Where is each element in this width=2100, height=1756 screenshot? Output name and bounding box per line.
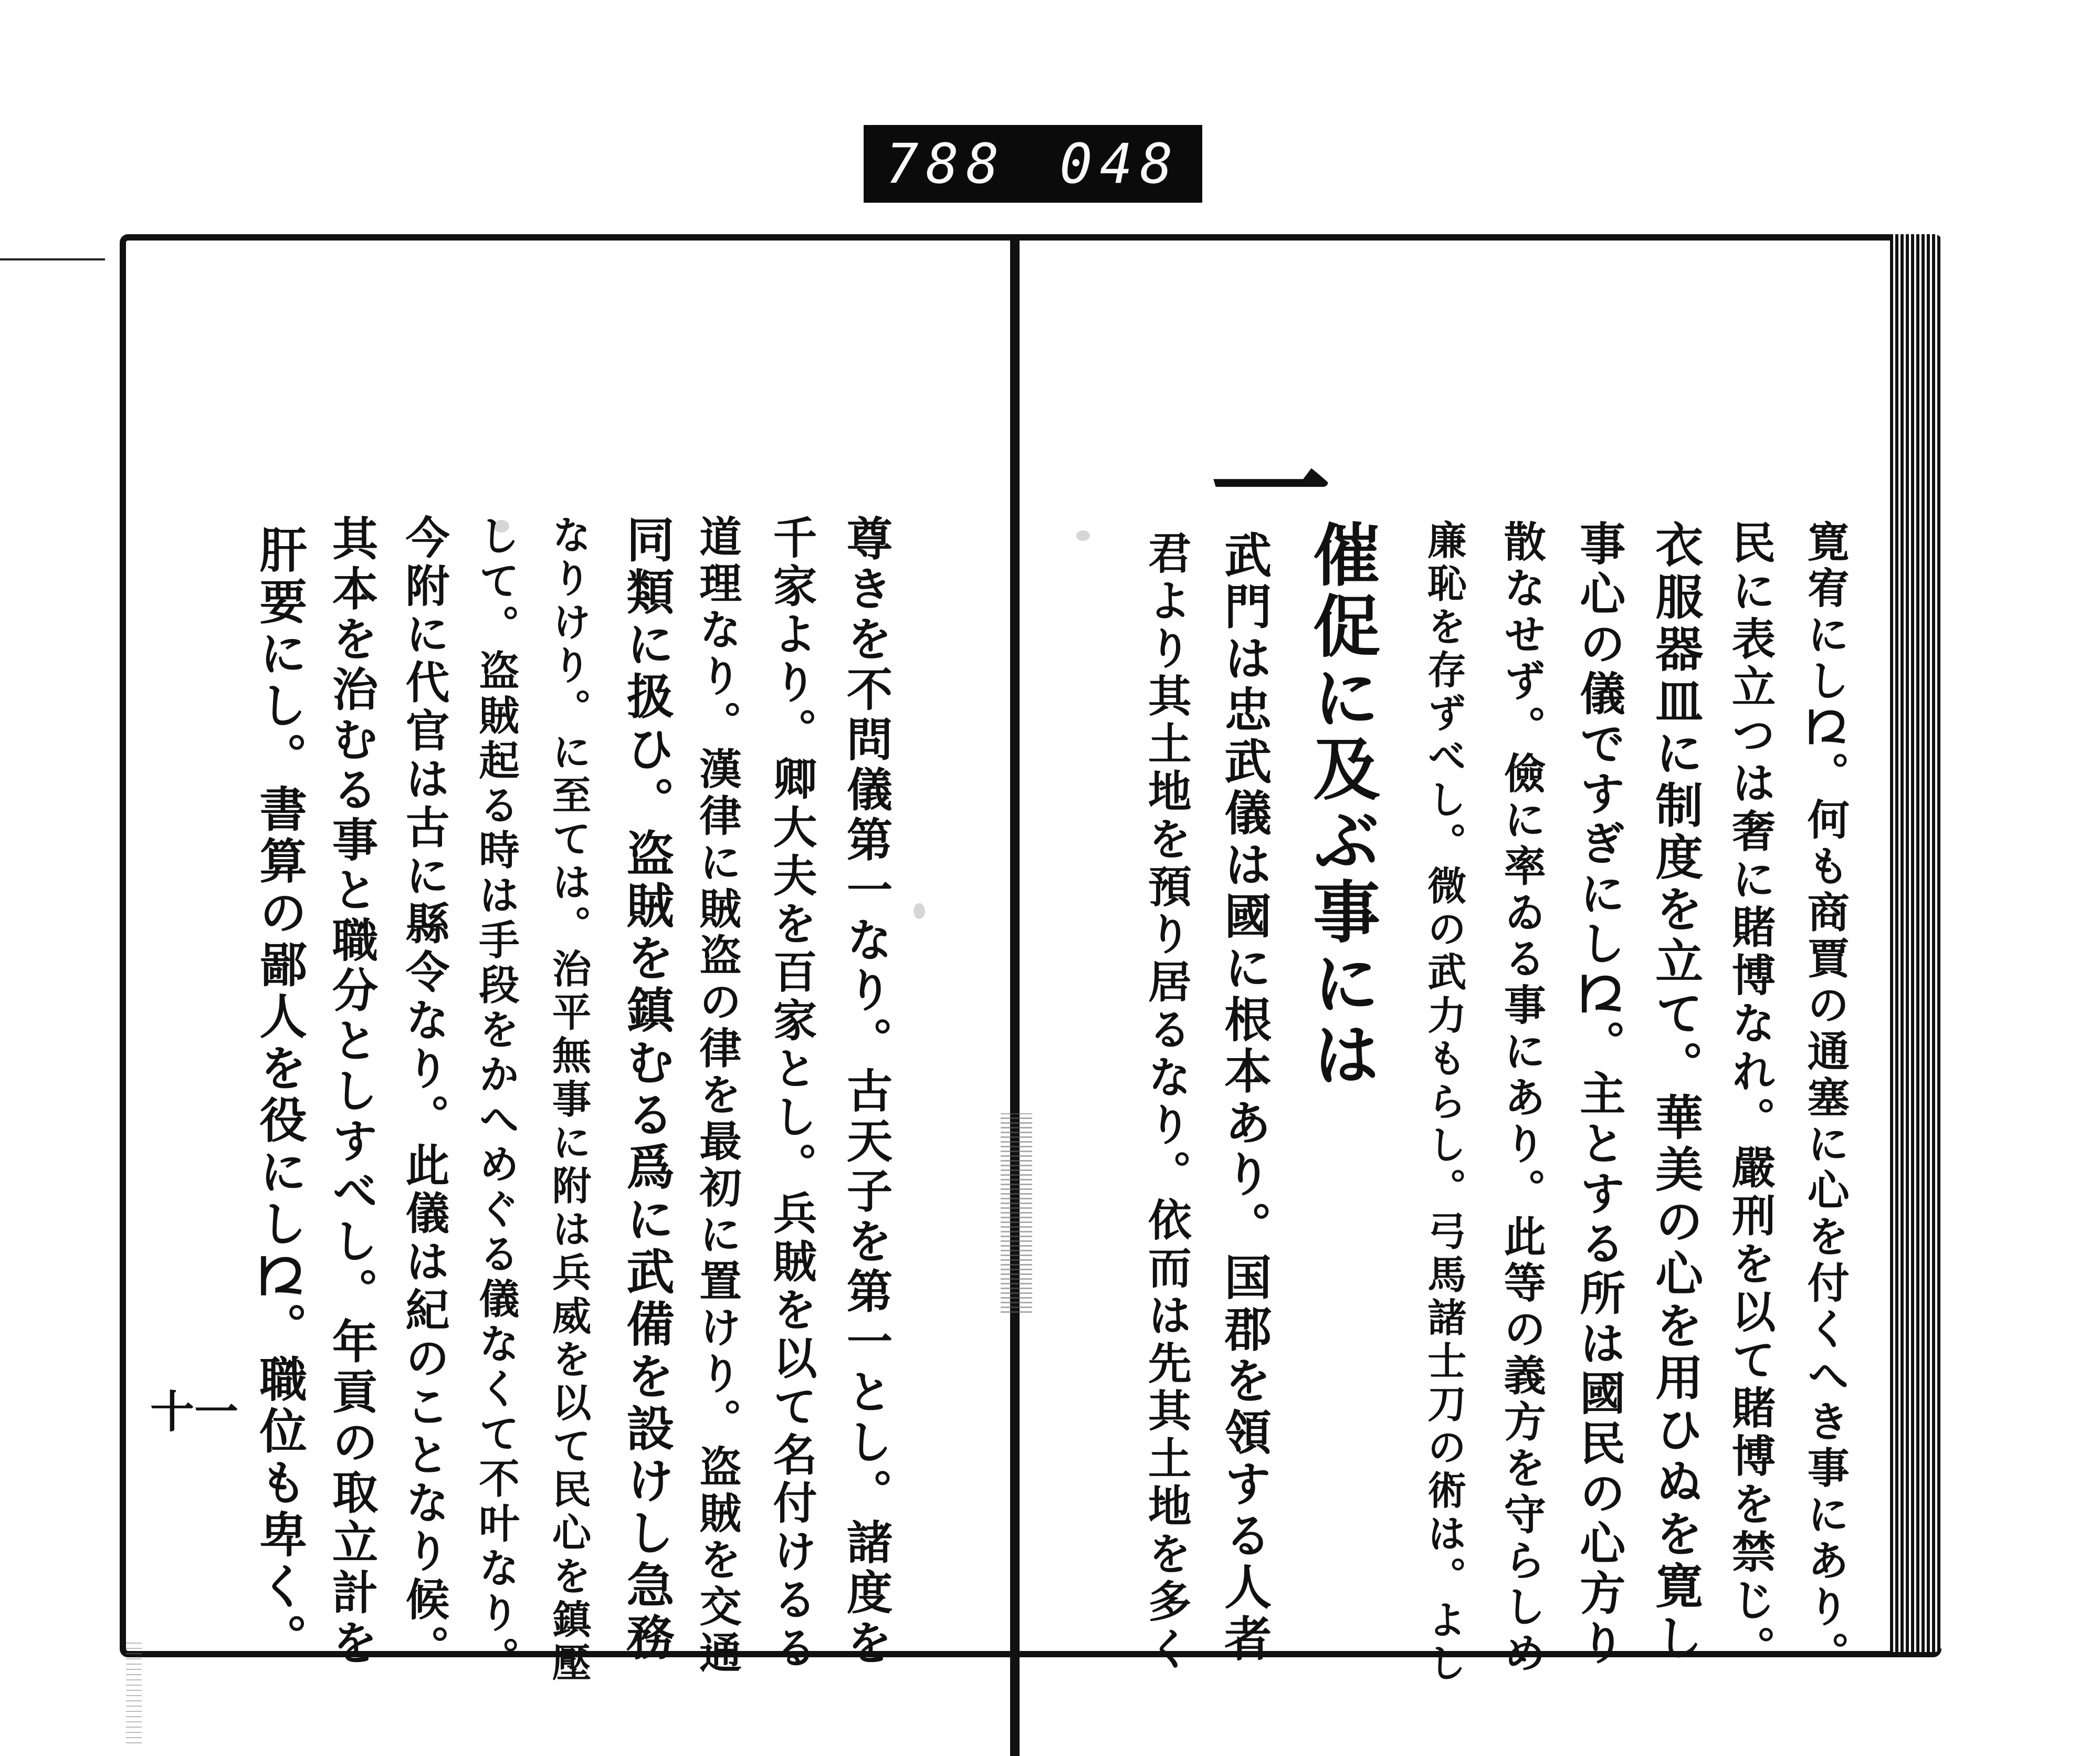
- left-page-column-3: 道理なり。漢律に賊盗の律を最初に置けり。盗賊を交通: [692, 515, 743, 1677]
- right-page-column-6: 廉恥を存ずべし。微の武力もらし。弓馬諸士刀の術は。よし: [1421, 520, 1468, 1686]
- right-page-column-1: 寛宥にし𛀁。何も商賈の通塞に心を付くへき事にあり。: [1800, 520, 1850, 1678]
- book-spine: [1010, 234, 1020, 1756]
- label-code-right: 048: [1059, 132, 1180, 196]
- book-page-edges: [1890, 234, 1942, 1652]
- page-number: 十一: [150, 1386, 239, 1438]
- left-page-column-5: なりけり。に至ては。治平無事に附は兵威を以て民心を鎮壓: [545, 515, 592, 1686]
- right-page-column-4: 事心の儀ですぎにし𛀁。主とする所は國民の心方り: [1572, 520, 1626, 1669]
- spine-shadow: [1001, 1113, 1032, 1313]
- right-page-column-2: 民に表立つは奢に賭博なれ。嚴刑を以て賭博を禁じ。: [1724, 520, 1776, 1674]
- left-page-column-4: 同類に扱ひ。盗賊を鎮むる爲に武備を設けし急務: [618, 515, 676, 1665]
- left-page-column-6: して。盗賊起る時は手段をかへめぐる儀なくて不叶なり。: [472, 515, 520, 1681]
- label-code-left: 788: [886, 132, 1006, 196]
- left-page-column-8: 其本を治むる事と職分としすべし。年貢の取立計を: [324, 515, 379, 1669]
- left-page-column-2: 千家より。卿大夫を百家とし。兵賊を以て名付けるる: [765, 515, 818, 1674]
- right-page-column-8: 武門は忠武儀は國に根本あり。国郡を領する人者: [1216, 530, 1272, 1666]
- right-page-column-5: 散なせず。儉に率ゐる事にあり。此等の義方を守らしめ: [1497, 520, 1547, 1678]
- right-page-column-3: 衣服器皿に制度を立て。華美の心を用ひぬを寛し: [1647, 520, 1704, 1665]
- ink-smudge: [1076, 530, 1090, 541]
- left-page-column-9: 肝要にし。書算の鄙人を役にし𛀁。職位も卑く。: [251, 525, 307, 1666]
- right-page-column-7: 催促に及ぶ事には: [1301, 520, 1380, 1091]
- page-bottom-shadow: [126, 1638, 142, 1743]
- left-page-column-7: 今附に代官は古に縣令なり。此儀は紀のことなり候。: [398, 515, 450, 1674]
- left-page-column-1: 尊きを不問儀第一なり。古天子を第一とし。諸度を: [839, 515, 894, 1669]
- item-bullet-mark: 一: [1210, 420, 1331, 562]
- right-page-column-9: 君より其土地を預り居るなり。依而は先其土地を多く: [1140, 530, 1192, 1674]
- scan-edge-rule: [0, 258, 105, 260]
- ink-smudge: [914, 903, 925, 919]
- archive-label: [864, 125, 1202, 203]
